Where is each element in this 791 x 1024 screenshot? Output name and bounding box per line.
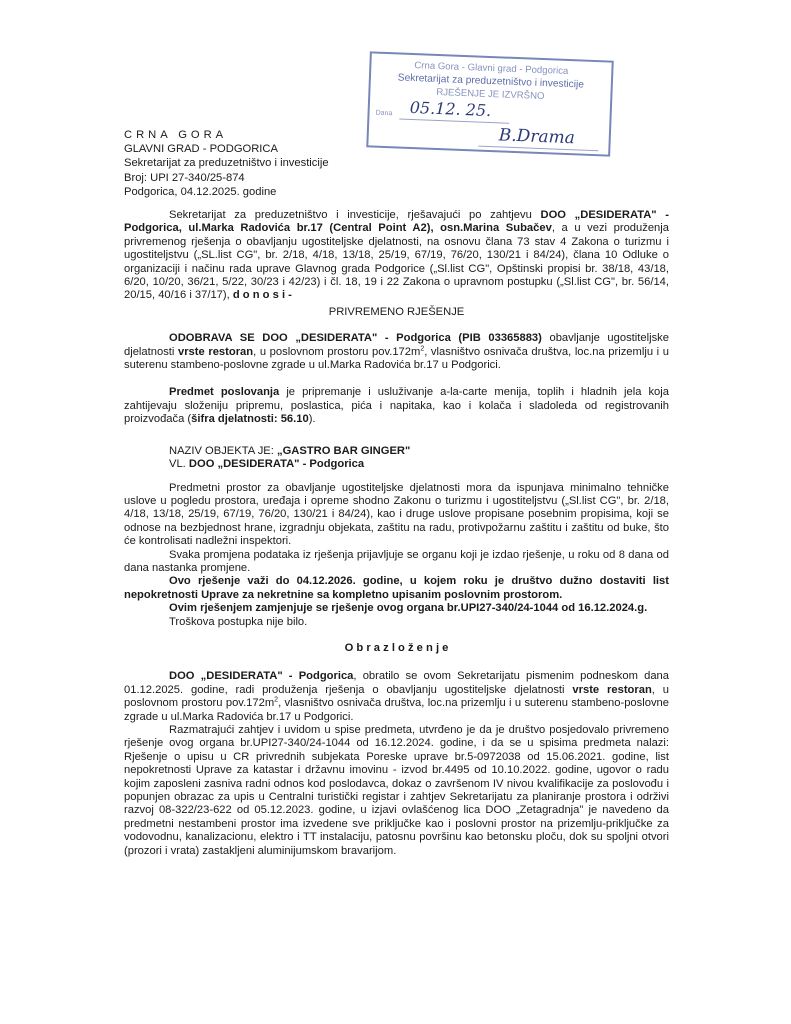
text-run: Predmetni prostor za obavljanje ugostiteljske djelatnosti mora da ispunjava minimalno tehničke uslove u pogledu prostora, uređaja i opreme shodno Zakonu o turizmu i ugostiteljstvu („Sl.list CG", br. 2/18, 4/18, 13/18, 25/19, 67/19, 76/20, 130/21 i 84/24), kao i druge uslove propisane posebnim propisima, koji se odnose na bezbjednost hrane, izgradnju objekata, zaštitu na radu, protivpožarnu zaštitu i zaštitu od buke, što će kontrolisati nadležni inspektori.	[124, 481, 669, 548]
validity-clause	[124, 575, 669, 602]
text-run: , vlasništvo osnivača društva, loc.na prizemlju i u suterenu stambeno-poslovne zgrade u ul.Marka Radovića br.17 u Podgorici.	[124, 345, 669, 372]
letterhead	[124, 128, 329, 199]
document-number: Broj: UPI 27-340/25-874	[124, 171, 245, 184]
text-run: je pripremanje i usluživanje a-la-carte menija, toplih i hladnih jela koja zahtijevaju složeniju pripremu, poslastica, pića i napitaka, kao i kolača i sladoleda od registrovanih proizvođača (	[124, 386, 669, 426]
reasoning-request	[124, 670, 669, 724]
text-run: , u poslovnom prostoru pov.172m	[124, 683, 669, 710]
business-subject	[124, 386, 669, 426]
bold-text: O b r a z l o ž e n j e	[344, 641, 449, 654]
object-name	[124, 445, 669, 458]
reasoning-review	[124, 724, 669, 858]
stamp-date-handwritten: 05.12. 25.	[409, 97, 492, 121]
document-body	[124, 209, 669, 858]
bold-text: ODOBRAVA SE DOO „DESIDERATA" - Podgorica (PIB 03365883)	[169, 332, 542, 345]
bold-text: Predmet poslovanja	[169, 386, 280, 399]
bold-text: šifra djelatnosti: 56.10	[191, 413, 309, 426]
decision-title	[124, 306, 669, 319]
text-run: , obratilo se ovom Sekretarijatu pismenim podneskom dana 01.12.2025. godine, radi produženja rješenja o obavljanju ugostiteljske djelatnosti	[124, 670, 669, 696]
text-run: , a u vezi produženja privremenog rješenja o obavljanju ugostiteljske djelatnosti, na osnovu člana 73 stav 4 Zakona o turizmu i ugostiteljstvu („SL.list CG", br. 2/18, 4/18, 13/18, 25/19, 67/19, 76/20, 130/21 i 84/24), člana 10 Odluke o organizaciji i načinu rada uprave Glavnog grada Podgorice („Sl.list CG", Opštinski propisi br. 38/18, 43/18, 6/20, 10/20, 36/21, 5/22, 30/23 i 42/23) i čl. 18, 19 i 22 Zakona o upravnom postupku („Sl.list CG", br. 56/14, 20/15, 40/16 i 37/17),	[124, 222, 669, 302]
bold-text: DOO „DESIDERATA" - Podgorica	[188, 458, 365, 471]
costs-clause	[124, 616, 669, 629]
text-run: , vlasništvo osnivača društva, loc.na prizemlju i u suterenu stambeno-poslovne zgrade u ul.Marka Radovića br.17 u Podgorici.	[124, 697, 669, 723]
text-run: Sekretarijat za preduzetništvo i investicije, rješavajući po zahtjevu	[169, 209, 541, 221]
premises-conditions	[124, 482, 669, 549]
text-run: PRIVREMENO RJEŠENJE	[328, 305, 465, 318]
bold-text: DOO „DESIDERATA" - Podgorica, ul.Marka Radovića br.17 (Central Point A2), osn.Marina Subačev	[124, 209, 669, 235]
letterhead-city: GLAVNI GRAD - PODGORICA	[124, 143, 278, 156]
stamp-date-label: Dana	[375, 109, 393, 118]
text-run: Svaka promjena podataka iz rješenja prijavljuje se organu koji je izdao rješenje, u roku od 8 dana od dana nastanka promjene.	[124, 548, 669, 574]
stamp-line-2: Sekretarijat za preduzetništvo i investicije	[397, 72, 585, 91]
bold-text: Ovo rješenje važi do 04.12.2026. godine, u kojem roku je društvo dužno dostaviti list nepokretnosti Uprave za nekretnine sa kompletno upisanim poslovnim prostorom.	[124, 575, 669, 601]
bold-text: Ovim rješenjem zamjenjuje se rješenje ovog organa br.UPI27-340/24-1044 od 16.12.2024.g.	[169, 602, 648, 615]
text-run: obavljanje ugostiteljske djelatnosti	[124, 332, 669, 358]
stamp-line-3: RJEŠENJE JE IZVRŠNO	[436, 86, 545, 103]
superscript-text: 2	[274, 696, 279, 704]
bold-text: vrste restoran	[177, 345, 254, 358]
bold-text: d o n o s i -	[232, 289, 292, 302]
text-run: Razmatrajući zahtjev i uvidom u spise predmeta, utvrđeno je da je društvo posjedovalo privremeno rješenje ovog organa br.UPI27-340/24-1044 od 16.12.2024. godine, i da se u spisima predmeta nalazi: Rješenje o upisu u CR privrednih subjekata Poreske uprave br.5-0972038 od 15.06.2021. godine, list nepokretnosti Uprave za katastar i državnu imovinu - izvod br.4495 od 10.10.2022. godine, ugovor o radu kojim zaposleni zasniva radni odnos kod poslodavca, dokaz o završenom IV nivou kvalifikacije za poslovođu i popunjen obrazac za upis u Centralni turistički registar i zahtjev Sekretarijatu za planiranje prostora i održivi razvoj 08-322/23-622 od 05.12.2023. godine, u izjavi ovlašćenog lica DOO „Zetagradnja" je navedeno da predmetni nestambeni prostor ima izvedene sve priključke kao i poslovni prostor na prizemlju-priključke za vodovodnu, kanalizacionu, elektro i TT instalaciju, patosnu površinu kao betonsku ploču, dok su spoljni otvori (prozori i vrata) zastakljeni aluminijumskom bravarijom.	[124, 724, 669, 857]
executive-stamp	[366, 51, 614, 156]
text-run: VL.	[169, 458, 189, 471]
text-run: NAZIV OBJEKTA JE:	[169, 444, 277, 457]
change-notice	[124, 549, 669, 576]
stamp-line-1: Crna Gora - Glavni grad - Podgorica	[414, 60, 569, 77]
text-run: Troškova postupka nije bilo.	[169, 615, 308, 628]
document-place-date: Podgorica, 04.12.2025. godine	[124, 185, 277, 198]
letterhead-country: CRNA GORA	[124, 129, 228, 141]
reasoning-title	[124, 642, 669, 655]
superscript-text: 2	[420, 344, 425, 352]
bold-text: vrste restoran	[572, 683, 652, 696]
text-run: ).	[308, 413, 316, 426]
object-owner	[124, 458, 669, 471]
signature: B.Drama	[498, 125, 576, 149]
replacement-clause	[124, 602, 669, 615]
bold-text: „GASTRO BAR GINGER"	[276, 444, 411, 457]
preamble	[124, 209, 669, 303]
bold-text: DOO „DESIDERATA" - Podgorica	[169, 670, 354, 683]
letterhead-department: Sekretarijat za preduzetništvo i investicije	[124, 157, 329, 170]
text-run: , u poslovnom prostoru pov.172m	[253, 345, 421, 358]
approval-paragraph	[124, 332, 669, 372]
